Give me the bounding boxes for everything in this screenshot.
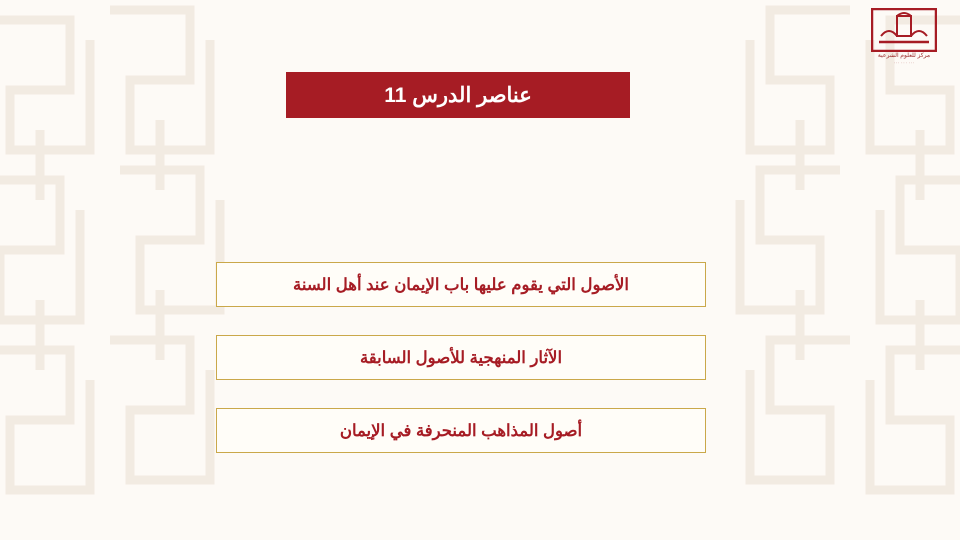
slide-title: عناصر الدرس 11 bbox=[384, 83, 532, 107]
lesson-elements-list bbox=[216, 262, 706, 481]
list-item bbox=[216, 262, 706, 307]
slide-title-banner bbox=[286, 72, 630, 118]
list-item-label: الأصول التي يقوم عليها باب الإيمان عند أهل السنة bbox=[293, 275, 629, 294]
list-item bbox=[216, 335, 706, 380]
decorative-pattern-right bbox=[730, 0, 960, 540]
logo-subtitle: مركز للعلوم الشرعية bbox=[877, 53, 931, 59]
list-item-label: الآثار المنهجية للأصول السابقة bbox=[359, 348, 563, 367]
decorative-pattern-left bbox=[0, 0, 230, 540]
logo-icon bbox=[871, 8, 937, 52]
list-item bbox=[216, 408, 706, 453]
brand-logo bbox=[862, 8, 946, 70]
logo-subtitle-secondary: ٠٠٠ ٠٠٠ ٠٠٠ bbox=[893, 59, 915, 65]
list-item-label: أصول المذاهب المنحرفة في الإيمان bbox=[339, 421, 583, 440]
